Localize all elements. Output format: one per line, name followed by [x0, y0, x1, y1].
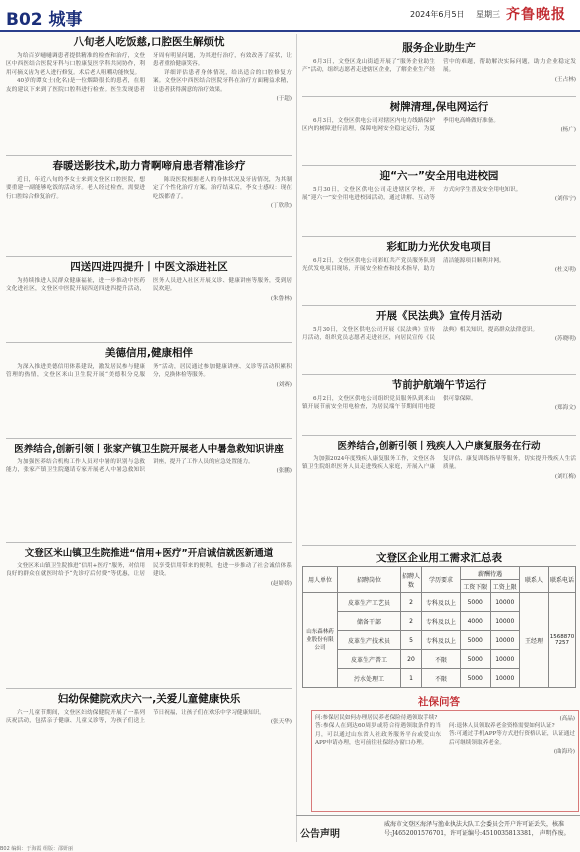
article-4-title: 美德信用,健康相伴 — [105, 347, 193, 359]
salary-high-cell: 10000 — [490, 631, 520, 650]
article-r7 — [302, 438, 576, 542]
page-footer: B02 编辑：于海霞 组版：邵妍丽 — [0, 846, 73, 852]
newspaper-logo: 齐鲁晚报 — [506, 7, 566, 23]
header-phone: 联系电话 — [549, 567, 576, 593]
article-r1-byline: (王占林) — [554, 76, 576, 83]
article-r1-title: 服务企业助生产 — [402, 42, 476, 54]
divider — [302, 374, 576, 375]
article-6-p1: 文登区米山镇卫生院推进“信用+医疗”服务，对信用良好的群众在就医时给予“先诊疗后付费”等优惠，让居民享受信用带来的便利，也进一步推动了社会诚信体系建设。 — [6, 563, 292, 578]
article-6 — [6, 545, 292, 685]
article-r2-title: 树牌清理,保电网运行 — [389, 101, 489, 113]
header-salary-high: 工资上限 — [490, 580, 520, 593]
header-company: 用人单位 — [303, 567, 338, 593]
divider — [302, 165, 576, 166]
table-row — [303, 593, 576, 612]
article-r3-p1: 5月30日，文登区供电公司走进辖区学校，开展“迎六一”安全用电进校园活动，通过讲解、互动等方式向学生普及安全用电知识。 — [302, 187, 522, 202]
company-cell: 山东森林药业股份有限公司 — [303, 593, 338, 688]
notice-text — [384, 820, 574, 838]
article-r1 — [302, 40, 576, 94]
job-table — [302, 566, 576, 688]
article-1-title: 八旬老人吃饭慈,口腔医生解烦忧 — [73, 36, 225, 48]
salary-low-cell: 4000 — [461, 612, 491, 631]
header-salary: 薪酬待遇 — [461, 567, 520, 580]
article-r3-title: 迎“六一”安全用电进校园 — [379, 170, 499, 182]
header-edu: 学历要求 — [422, 567, 461, 593]
salary-high-cell: 10000 — [490, 593, 520, 612]
page-header — [0, 0, 580, 32]
salary-high-cell: 10000 — [490, 612, 520, 631]
count-cell: 5 — [401, 631, 422, 650]
edu-cell: 不限 — [422, 669, 461, 688]
article-7-byline: (张天华) — [270, 719, 292, 726]
qa-answer-1: 答:参保人在到达60周岁或符合待遇领取条件的当月，可以通过山东省人社政务服务平台或爱山东APP申请办理，也可前往社保经办窗口办理。 — [315, 723, 441, 747]
qa-box — [311, 710, 579, 812]
article-r2-byline: (杨广) — [560, 127, 576, 134]
contact-cell: 王经理 — [520, 593, 549, 688]
notice-section — [296, 815, 580, 846]
edu-cell: 专科及以上 — [422, 593, 461, 612]
divider — [302, 236, 576, 237]
edu-cell: 不限 — [422, 650, 461, 669]
article-r4-p1: 6月2日，文登区供电公司彩虹共产党员服务队到光伏发电项目现场，开展安全检查和技术指导，助力清洁能源项目顺利并网。 — [302, 258, 505, 273]
article-7 — [6, 691, 292, 841]
post-cell: 污水处理工 — [338, 669, 401, 688]
article-7-p1: 六一儿童节期间，文登区妇幼保健院开展了一系列庆祝活动，包括亲子健康、儿童义诊等，为孩子们送上节日祝福，让孩子们在欢乐中学习健康知识。 — [6, 710, 265, 725]
divider — [302, 305, 576, 306]
article-r2-p1: 6月3日，文登区供电公司对辖区内电力线路保护区内的树障进行清理，保障电网安全稳定运行，为夏季用电高峰做好准备。 — [302, 118, 499, 133]
article-r6 — [302, 377, 576, 433]
article-7-title: 妇幼保健院欢庆六一,关爱儿童健康快乐 — [57, 693, 241, 705]
article-2-p2: 陈设医院根据老人的身体状况及牙齿情况，为其制定了个性化治疗方案。治疗结束后，李女士感叹：现在吃饭都香了。 — [153, 177, 292, 200]
divider — [302, 435, 576, 436]
section-title: B02 城事 — [6, 10, 83, 30]
edu-cell: 专科及以上 — [422, 631, 461, 650]
article-1-p2: 40岁的谭女士(化名)是一位烟龄很长的患者，在朋友的建议下来到了医院口腔科进行检查。医生发现患者牙周有明显问题，为其进行治疗，有效改善了症状，让患者重拾健康笑容。 — [6, 53, 292, 93]
article-2 — [6, 158, 292, 254]
edu-cell: 专科及以上 — [422, 612, 461, 631]
article-r7-title: 医养结合,创新引领丨残疾人入户康复服务在行动 — [337, 441, 541, 452]
divider — [6, 438, 292, 439]
table-header-row — [303, 567, 576, 580]
article-4 — [6, 345, 292, 435]
salary-low-cell: 5000 — [461, 669, 491, 688]
article-5 — [6, 441, 292, 539]
header-post: 招聘岗位 — [338, 567, 401, 593]
article-3 — [6, 259, 292, 339]
article-r2 — [302, 99, 576, 163]
article-r4 — [302, 239, 576, 303]
article-5-p1: 为加强医养结合机构工作人员对中暑的识别与急救能力，张家产镇卫生院邀请专家开展老人中暑急救知识讲座，提升了工作人员的应急处置能力。 — [6, 459, 254, 474]
article-4-p1: 为深入推进美德信用体系建设，激发居民参与健康管理的热情，文登区米山卫生院开展“美德积分兑服务”活动，居民通过参加健康讲座、义诊等活动积累积分，兑换体检等服务。 — [6, 364, 292, 379]
article-2-byline: (丁欣欣) — [270, 203, 292, 210]
article-r6-byline: (郑海文) — [554, 405, 576, 412]
notice-text-line-2: 声明作废。 — [539, 830, 570, 837]
post-cell: 储备干部 — [338, 612, 401, 631]
qa-byline-1: (高晶) — [559, 716, 575, 722]
column-divider — [296, 34, 297, 842]
article-r6-p1: 6月2日，文登区供电公司组织党员服务队到米山镇开展节前安全用电检查，为居民端午节期间用电提供可靠保障。 — [302, 396, 477, 411]
article-6-title: 文登区米山镇卫生院推进“信用+医疗”开启诚信就医新通道 — [24, 548, 274, 559]
article-r5-title: 开展《民法典》宣传月活动 — [376, 310, 502, 322]
notice-text-line-1: 威海市文登区海泽与渔业执法大队工会委员会开户许可证丢失，核准号:J4652001576701，许可证编号:4510035813381， — [384, 821, 565, 837]
article-3-p1: 为持续推进人民群众健康福祉，进一步推动中医药文化进社区，文登区中医院开展四送四进四提升活动，医务人员进入社区开展义诊、健康讲座等服务，受到居民欢迎。 — [6, 278, 292, 293]
qa-question-2: 问:退休人员领取养老金资格需要如何认证? — [449, 723, 555, 729]
post-cell: 皮革生产工艺员 — [338, 593, 401, 612]
count-cell: 1 — [401, 669, 422, 688]
post-cell: 皮革生产技术员 — [338, 631, 401, 650]
divider — [302, 96, 576, 97]
article-5-byline: (张鹏) — [276, 468, 292, 475]
article-r5-byline: (苏晓明) — [554, 336, 576, 343]
article-1-byline: (于超) — [276, 96, 292, 103]
salary-high-cell: 10000 — [490, 650, 520, 669]
article-1 — [6, 34, 292, 152]
job-table-title: 文登区企业用工需求汇总表 — [376, 552, 502, 564]
qa-title: 社保问答 — [418, 696, 460, 708]
phone-cell: 15688707257 — [549, 593, 576, 688]
divider — [6, 256, 292, 257]
divider — [6, 542, 292, 543]
salary-high-cell: 10000 — [490, 669, 520, 688]
article-r3-byline: (刘伟宁) — [554, 196, 576, 203]
issue-weekday: 星期三 — [476, 10, 500, 19]
article-r5-p1: 5月30日，文登区供电公司开展《民法典》宣传月活动，组织党员志愿者走进社区，向居民宣传《民法典》相关知识，提高群众法律意识。 — [302, 327, 539, 342]
header-contact: 联系人 — [520, 567, 549, 593]
article-r7-byline: (刘红梅) — [554, 473, 576, 480]
article-5-title: 医养结合,创新引领丨张家产镇卫生院开展老人中暑急救知识讲座 — [14, 444, 284, 455]
article-3-byline: (朱鲁林) — [270, 295, 292, 302]
salary-low-cell: 5000 — [461, 593, 491, 612]
notice-label: 公告声明 — [300, 829, 340, 840]
qa-byline-2: (曲海玲) — [553, 749, 575, 756]
article-r6-title: 节前护航端午节运行 — [391, 379, 487, 391]
article-r1-p1: 6月3日，文登区龙山街道开展了“服务企业助生产”活动，组织志愿者走进辖区企业，了解企业生产经营中的难题，帮助解决实际问题，助力企业稳定发展。 — [302, 59, 576, 74]
article-1-p3: 详细评估患者身体情况，给出适合的口腔修复方案。文登区中西医结合医院牙科在治疗方面精益求精，让患者获得满意的治疗效果。 — [153, 69, 292, 93]
divider — [6, 155, 292, 156]
article-4-byline: (刘赛) — [276, 381, 292, 388]
count-cell: 2 — [401, 593, 422, 612]
header-count: 招聘人数 — [401, 567, 422, 593]
salary-low-cell: 5000 — [461, 631, 491, 650]
divider — [6, 688, 292, 689]
post-cell: 皮革生产普工 — [338, 650, 401, 669]
count-cell: 20 — [401, 650, 422, 669]
article-r4-title: 彩虹助力光伏发电项目 — [386, 241, 492, 253]
divider — [302, 545, 576, 546]
article-2-p1: 近日，年近八旬的李女士来到文登区口腔医院，想要重建一副能够吃饭的活动牙。老人经过检查，需要进行口腔综合修复治疗。 — [6, 177, 145, 200]
divider — [6, 342, 292, 343]
qa-answer-2: 答:可通过手机APP等方式进行资格认证，认证通过后可继续领取养老金。 — [449, 731, 575, 746]
issue-date: 2024年6月5日 — [410, 10, 465, 19]
article-6-byline: (赵娇娇) — [270, 580, 292, 587]
article-r5 — [302, 308, 576, 372]
count-cell: 2 — [401, 612, 422, 631]
qa-question-1: 问:参保居民如何办理居民养老保险待遇领取手续? — [315, 715, 438, 721]
article-r3 — [302, 168, 576, 234]
article-r4-byline: (杜义明) — [554, 267, 576, 274]
salary-low-cell: 5000 — [461, 650, 491, 669]
article-r7-p1: 为加强2024年度残疾人康复服务工作，文登区各镇卫生院组织医务人员走进残疾人家庭，开展入户康复评估、康复训练指导等服务，切实提升残疾人生活质量。 — [302, 456, 576, 471]
article-3-title: 四送四进四提升丨中医文添进社区 — [70, 261, 228, 273]
article-1-p1: 为给百岁嗵嗵调患者提供精准的检查和治疗，文登区中西医结合医院牙科与口腔康复医学科共同协作，利用可摘义齿为老人进行修复。术后老人咀嚼功能恢复。 — [6, 53, 145, 76]
header-salary-low: 工资下限 — [461, 580, 491, 593]
article-2-title: 春暖送影技术,助力青啊啼肩患者精准诊疗 — [52, 160, 246, 172]
